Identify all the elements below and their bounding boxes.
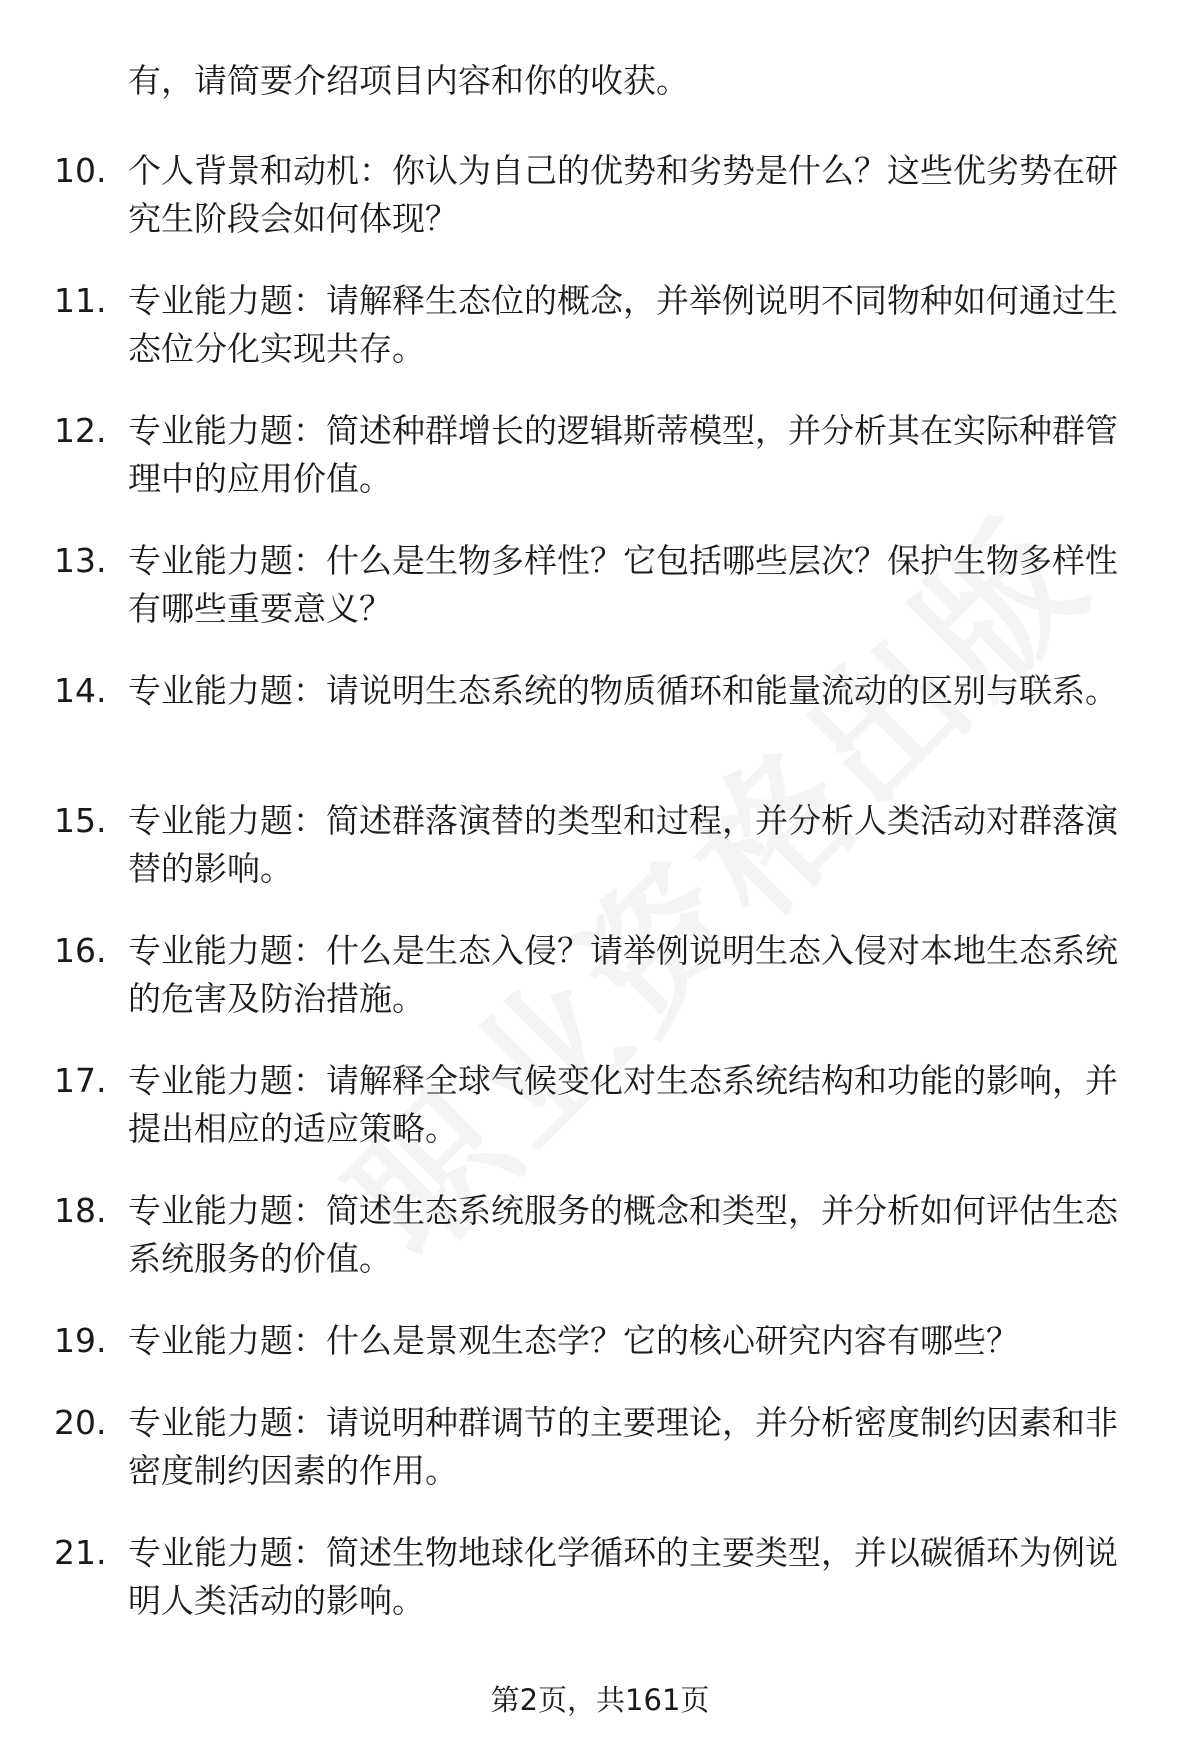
question-text: 个人背景和动机：你认为自己的优势和劣势是什么？这些优劣势在研究生阶段会如何体现？	[128, 151, 1118, 238]
question-text: 专业能力题：什么是生态入侵？请举例说明生态入侵对本地生态系统的危害及防治措施。	[128, 931, 1118, 1018]
question-number: 16.	[54, 931, 107, 970]
question-text: 专业能力题：简述生态系统服务的概念和类型，并分析如何评估生态系统服务的价值。	[128, 1191, 1118, 1278]
question-text: 专业能力题：什么是生物多样性？它包括哪些层次？保护生物多样性有哪些重要意义？	[128, 541, 1118, 628]
question-item-10	[0, 147, 1200, 277]
question-list	[0, 147, 1200, 1659]
question-item-14	[0, 667, 1200, 797]
question-text: 专业能力题：简述群落演替的类型和过程，并分析人类活动对群落演替的影响。	[128, 801, 1118, 888]
question-number: 21.	[54, 1533, 107, 1572]
question-item-16	[0, 927, 1200, 1057]
question-text: 专业能力题：请说明种群调节的主要理论，并分析密度制约因素和非密度制约因素的作用。	[128, 1403, 1118, 1490]
question-number: 18.	[54, 1191, 107, 1230]
question-number: 15.	[54, 801, 107, 840]
question-number: 19.	[54, 1321, 107, 1360]
question-item-19	[0, 1317, 1200, 1399]
question-text: 专业能力题：请解释生态位的概念，并举例说明不同物种如何通过生态位分化实现共存。	[128, 281, 1118, 368]
page-number-footer: 第2页，共161页	[490, 1683, 710, 1717]
question-number: 14.	[54, 671, 107, 710]
question-text: 专业能力题：请说明生态系统的物质循环和能量流动的区别与联系。	[128, 671, 1118, 710]
question-item-21	[0, 1529, 1200, 1659]
question-number: 20.	[54, 1403, 107, 1442]
question-number: 11.	[54, 281, 107, 320]
question-text: 专业能力题：简述生物地球化学循环的主要类型，并以碳循环为例说明人类活动的影响。	[128, 1533, 1118, 1620]
question-text: 专业能力题：简述种群增长的逻辑斯蒂模型，并分析其在实际种群管理中的应用价值。	[128, 411, 1118, 498]
question-item-17	[0, 1057, 1200, 1187]
continued-question-text: 有，请简要介绍项目内容和你的收获。	[128, 61, 689, 100]
question-item-11	[0, 277, 1200, 407]
question-number: 17.	[54, 1061, 107, 1100]
question-number: 13.	[54, 541, 107, 580]
question-item-12	[0, 407, 1200, 537]
question-item-20	[0, 1399, 1200, 1529]
question-item-18	[0, 1187, 1200, 1317]
question-text: 专业能力题：什么是景观生态学？它的核心研究内容有哪些？	[128, 1321, 1019, 1360]
question-number: 12.	[54, 411, 107, 450]
question-item-15	[0, 797, 1200, 927]
question-text: 专业能力题：请解释全球气候变化对生态系统结构和功能的影响，并提出相应的适应策略。	[128, 1061, 1118, 1148]
question-item-13	[0, 537, 1200, 667]
question-number: 10.	[54, 151, 107, 190]
